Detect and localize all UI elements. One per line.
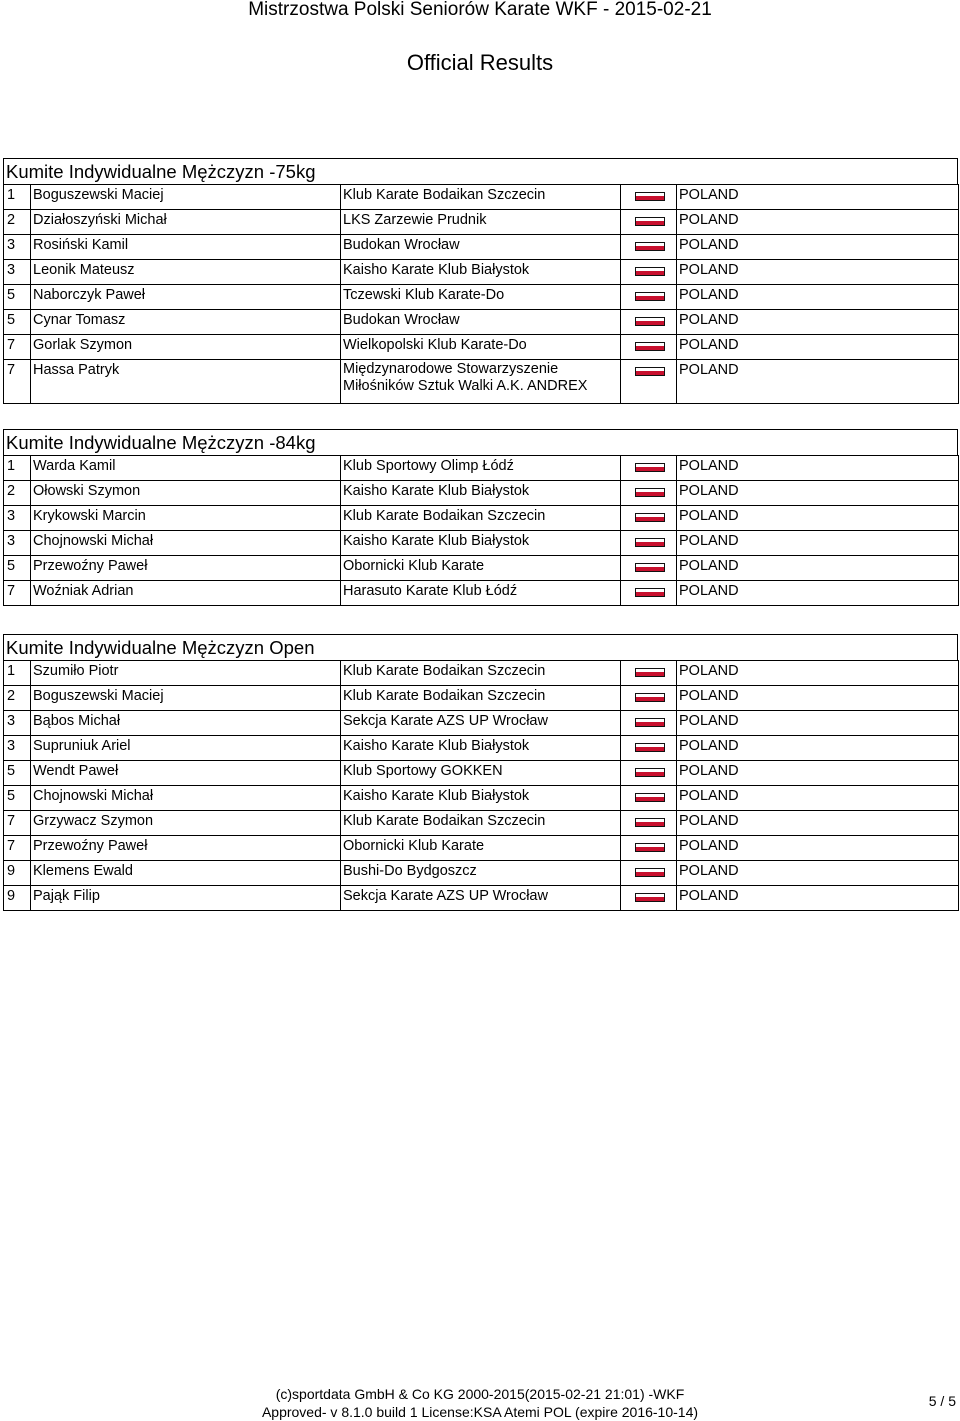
rank-cell: 5 bbox=[4, 556, 31, 581]
poland-flag-icon bbox=[635, 668, 665, 677]
rank-cell: 2 bbox=[4, 210, 31, 235]
athlete-name: Chojnowski Michał bbox=[31, 786, 341, 811]
table-row bbox=[4, 456, 959, 481]
poland-flag-icon bbox=[635, 893, 665, 902]
rank-cell: 1 bbox=[4, 185, 31, 210]
poland-flag-icon bbox=[635, 367, 665, 376]
poland-flag-icon bbox=[635, 267, 665, 276]
table-row bbox=[4, 686, 959, 711]
flag-cell bbox=[621, 456, 677, 481]
athlete-name: Rosiński Kamil bbox=[31, 235, 341, 260]
country-name: POLAND bbox=[677, 506, 959, 531]
table-row bbox=[4, 711, 959, 736]
country-name: POLAND bbox=[677, 185, 959, 210]
flag-cell bbox=[621, 581, 677, 606]
club-name: Klub Karate Bodaikan Szczecin bbox=[341, 686, 621, 711]
flag-cell bbox=[621, 260, 677, 285]
athlete-name: Wendt Paweł bbox=[31, 761, 341, 786]
country-name: POLAND bbox=[677, 811, 959, 836]
rank-cell: 3 bbox=[4, 235, 31, 260]
poland-flag-icon bbox=[635, 342, 665, 351]
rank-cell: 1 bbox=[4, 456, 31, 481]
poland-flag-icon bbox=[635, 538, 665, 547]
rank-cell: 1 bbox=[4, 661, 31, 686]
results-section-84kg bbox=[3, 429, 958, 606]
flag-cell bbox=[621, 886, 677, 911]
country-name: POLAND bbox=[677, 335, 959, 360]
results-section-open bbox=[3, 634, 958, 911]
flag-cell bbox=[621, 235, 677, 260]
club-name: Klub Sportowy Olimp Łódź bbox=[341, 456, 621, 481]
table-row bbox=[4, 335, 959, 360]
club-name: Klub Karate Bodaikan Szczecin bbox=[341, 506, 621, 531]
athlete-name: Leonik Mateusz bbox=[31, 260, 341, 285]
table-row bbox=[4, 285, 959, 310]
flag-cell bbox=[621, 761, 677, 786]
rank-cell: 3 bbox=[4, 736, 31, 761]
flag-cell bbox=[621, 736, 677, 761]
page-footer bbox=[0, 1385, 960, 1421]
flag-cell bbox=[621, 556, 677, 581]
club-name: Kaisho Karate Klub Białystok bbox=[341, 260, 621, 285]
flag-cell bbox=[621, 661, 677, 686]
country-name: POLAND bbox=[677, 310, 959, 335]
table-row bbox=[4, 761, 959, 786]
flag-cell bbox=[621, 185, 677, 210]
poland-flag-icon bbox=[635, 768, 665, 777]
table-row bbox=[4, 736, 959, 761]
athlete-name: Pająk Filip bbox=[31, 886, 341, 911]
flag-cell bbox=[621, 360, 677, 404]
rank-cell: 7 bbox=[4, 360, 31, 404]
flag-cell bbox=[621, 811, 677, 836]
country-name: POLAND bbox=[677, 360, 959, 404]
results-table bbox=[3, 660, 959, 911]
results-table bbox=[3, 455, 959, 606]
athlete-name: Cynar Tomasz bbox=[31, 310, 341, 335]
country-name: POLAND bbox=[677, 210, 959, 235]
athlete-name: Hassa Patryk bbox=[31, 360, 341, 404]
flag-cell bbox=[621, 310, 677, 335]
club-name: LKS Zarzewie Prudnik bbox=[341, 210, 621, 235]
rank-cell: 2 bbox=[4, 481, 31, 506]
athlete-name: Grzywacz Szymon bbox=[31, 811, 341, 836]
rank-cell: 7 bbox=[4, 811, 31, 836]
country-name: POLAND bbox=[677, 886, 959, 911]
poland-flag-icon bbox=[635, 488, 665, 497]
athlete-name: Gorlak Szymon bbox=[31, 335, 341, 360]
club-name-cell bbox=[341, 360, 621, 404]
club-name: Sekcja Karate AZS UP Wrocław bbox=[341, 886, 621, 911]
poland-flag-icon bbox=[635, 743, 665, 752]
table-row bbox=[4, 481, 959, 506]
table-row bbox=[4, 360, 959, 404]
club-name: Tczewski Klub Karate-Do bbox=[341, 285, 621, 310]
club-name: Budokan Wrocław bbox=[341, 310, 621, 335]
club-name: Międzynarodowe Stowarzyszenie Miłośników Sztuk Walki A.K. ANDREX bbox=[343, 361, 588, 394]
flag-cell bbox=[621, 786, 677, 811]
poland-flag-icon bbox=[635, 843, 665, 852]
club-name: Kaisho Karate Klub Białystok bbox=[341, 786, 621, 811]
athlete-name: Bąbos Michał bbox=[31, 711, 341, 736]
country-name: POLAND bbox=[677, 786, 959, 811]
club-name: Kaisho Karate Klub Białystok bbox=[341, 481, 621, 506]
club-name: Harasuto Karate Klub Łódź bbox=[341, 581, 621, 606]
table-row bbox=[4, 786, 959, 811]
country-name: POLAND bbox=[677, 260, 959, 285]
footer-copyright: (c)sportdata GmbH & Co KG 2000-2015(2015-02-21 21:01) -WKF bbox=[275, 1386, 685, 1402]
poland-flag-icon bbox=[635, 818, 665, 827]
flag-cell bbox=[621, 506, 677, 531]
country-name: POLAND bbox=[677, 456, 959, 481]
table-row bbox=[4, 235, 959, 260]
country-name: POLAND bbox=[677, 285, 959, 310]
table-row bbox=[4, 581, 959, 606]
flag-cell bbox=[621, 210, 677, 235]
country-name: POLAND bbox=[677, 531, 959, 556]
category-title: Kumite Indywidualne Mężczyzn Open bbox=[3, 634, 958, 660]
club-name: Obornicki Klub Karate bbox=[341, 556, 621, 581]
rank-cell: 5 bbox=[4, 786, 31, 811]
athlete-name: Boguszewski Maciej bbox=[31, 185, 341, 210]
club-name: Klub Karate Bodaikan Szczecin bbox=[341, 185, 621, 210]
rank-cell: 5 bbox=[4, 285, 31, 310]
document-title: Official Results bbox=[406, 50, 554, 75]
table-row bbox=[4, 661, 959, 686]
rank-cell: 7 bbox=[4, 581, 31, 606]
athlete-name: Szumiło Piotr bbox=[31, 661, 341, 686]
table-row bbox=[4, 556, 959, 581]
results-table bbox=[3, 184, 959, 404]
club-name: Klub Karate Bodaikan Szczecin bbox=[341, 811, 621, 836]
rank-cell: 5 bbox=[4, 761, 31, 786]
footer-license: Approved- v 8.1.0 build 1 License:KSA Atemi POL (expire 2016-10-14) bbox=[261, 1404, 699, 1420]
flag-cell bbox=[621, 836, 677, 861]
table-row bbox=[4, 310, 959, 335]
club-name: Wielkopolski Klub Karate-Do bbox=[341, 335, 621, 360]
country-name: POLAND bbox=[677, 686, 959, 711]
rank-cell: 3 bbox=[4, 711, 31, 736]
rank-cell: 3 bbox=[4, 531, 31, 556]
poland-flag-icon bbox=[635, 563, 665, 572]
club-name: Klub Sportowy GOKKEN bbox=[341, 761, 621, 786]
club-name: Bushi-Do Bydgoszcz bbox=[341, 861, 621, 886]
country-name: POLAND bbox=[677, 661, 959, 686]
club-name: Obornicki Klub Karate bbox=[341, 836, 621, 861]
club-name: Kaisho Karate Klub Białystok bbox=[341, 531, 621, 556]
country-name: POLAND bbox=[677, 235, 959, 260]
athlete-name: Naborczyk Paweł bbox=[31, 285, 341, 310]
athlete-name: Krykowski Marcin bbox=[31, 506, 341, 531]
flag-cell bbox=[621, 531, 677, 556]
table-row bbox=[4, 531, 959, 556]
rank-cell: 9 bbox=[4, 861, 31, 886]
table-row bbox=[4, 185, 959, 210]
table-row bbox=[4, 260, 959, 285]
athlete-name: Działoszyński Michał bbox=[31, 210, 341, 235]
rank-cell: 2 bbox=[4, 686, 31, 711]
category-title: Kumite Indywidualne Mężczyzn -84kg bbox=[3, 429, 958, 455]
athlete-name: Warda Kamil bbox=[31, 456, 341, 481]
club-name: Sekcja Karate AZS UP Wrocław bbox=[341, 711, 621, 736]
poland-flag-icon bbox=[635, 292, 665, 301]
country-name: POLAND bbox=[677, 736, 959, 761]
rank-cell: 7 bbox=[4, 335, 31, 360]
country-name: POLAND bbox=[677, 861, 959, 886]
rank-cell: 5 bbox=[4, 310, 31, 335]
table-row bbox=[4, 811, 959, 836]
category-title: Kumite Indywidualne Mężczyzn -75kg bbox=[3, 158, 958, 184]
poland-flag-icon bbox=[635, 242, 665, 251]
table-row bbox=[4, 506, 959, 531]
club-name: Budokan Wrocław bbox=[341, 235, 621, 260]
table-row bbox=[4, 836, 959, 861]
athlete-name: Ołowski Szymon bbox=[31, 481, 341, 506]
country-name: POLAND bbox=[677, 481, 959, 506]
event-title: Mistrzostwa Polski Seniorów Karate WKF - 2015-02-21 bbox=[248, 0, 712, 20]
poland-flag-icon bbox=[635, 192, 665, 201]
club-name: Klub Karate Bodaikan Szczecin bbox=[341, 661, 621, 686]
athlete-name: Przewoźny Paweł bbox=[31, 556, 341, 581]
athlete-name: Boguszewski Maciej bbox=[31, 686, 341, 711]
results-section-75kg bbox=[3, 158, 958, 404]
rank-cell: 3 bbox=[4, 260, 31, 285]
rank-cell: 7 bbox=[4, 836, 31, 861]
poland-flag-icon bbox=[635, 588, 665, 597]
athlete-name: Przewoźny Paweł bbox=[31, 836, 341, 861]
country-name: POLAND bbox=[677, 711, 959, 736]
page-number: 5 / 5 bbox=[928, 1393, 956, 1409]
club-name: Kaisho Karate Klub Białystok bbox=[341, 736, 621, 761]
flag-cell bbox=[621, 285, 677, 310]
poland-flag-icon bbox=[635, 868, 665, 877]
poland-flag-icon bbox=[635, 463, 665, 472]
poland-flag-icon bbox=[635, 513, 665, 522]
flag-cell bbox=[621, 686, 677, 711]
country-name: POLAND bbox=[677, 836, 959, 861]
rank-cell: 9 bbox=[4, 886, 31, 911]
table-row bbox=[4, 210, 959, 235]
athlete-name: Supruniuk Ariel bbox=[31, 736, 341, 761]
country-name: POLAND bbox=[677, 581, 959, 606]
table-row bbox=[4, 861, 959, 886]
poland-flag-icon bbox=[635, 693, 665, 702]
country-name: POLAND bbox=[677, 761, 959, 786]
poland-flag-icon bbox=[635, 217, 665, 226]
flag-cell bbox=[621, 861, 677, 886]
flag-cell bbox=[621, 481, 677, 506]
athlete-name: Klemens Ewald bbox=[31, 861, 341, 886]
country-name: POLAND bbox=[677, 556, 959, 581]
athlete-name: Chojnowski Michał bbox=[31, 531, 341, 556]
table-row bbox=[4, 886, 959, 911]
poland-flag-icon bbox=[635, 718, 665, 727]
rank-cell: 3 bbox=[4, 506, 31, 531]
athlete-name: Woźniak Adrian bbox=[31, 581, 341, 606]
poland-flag-icon bbox=[635, 793, 665, 802]
flag-cell bbox=[621, 335, 677, 360]
flag-cell bbox=[621, 711, 677, 736]
poland-flag-icon bbox=[635, 317, 665, 326]
